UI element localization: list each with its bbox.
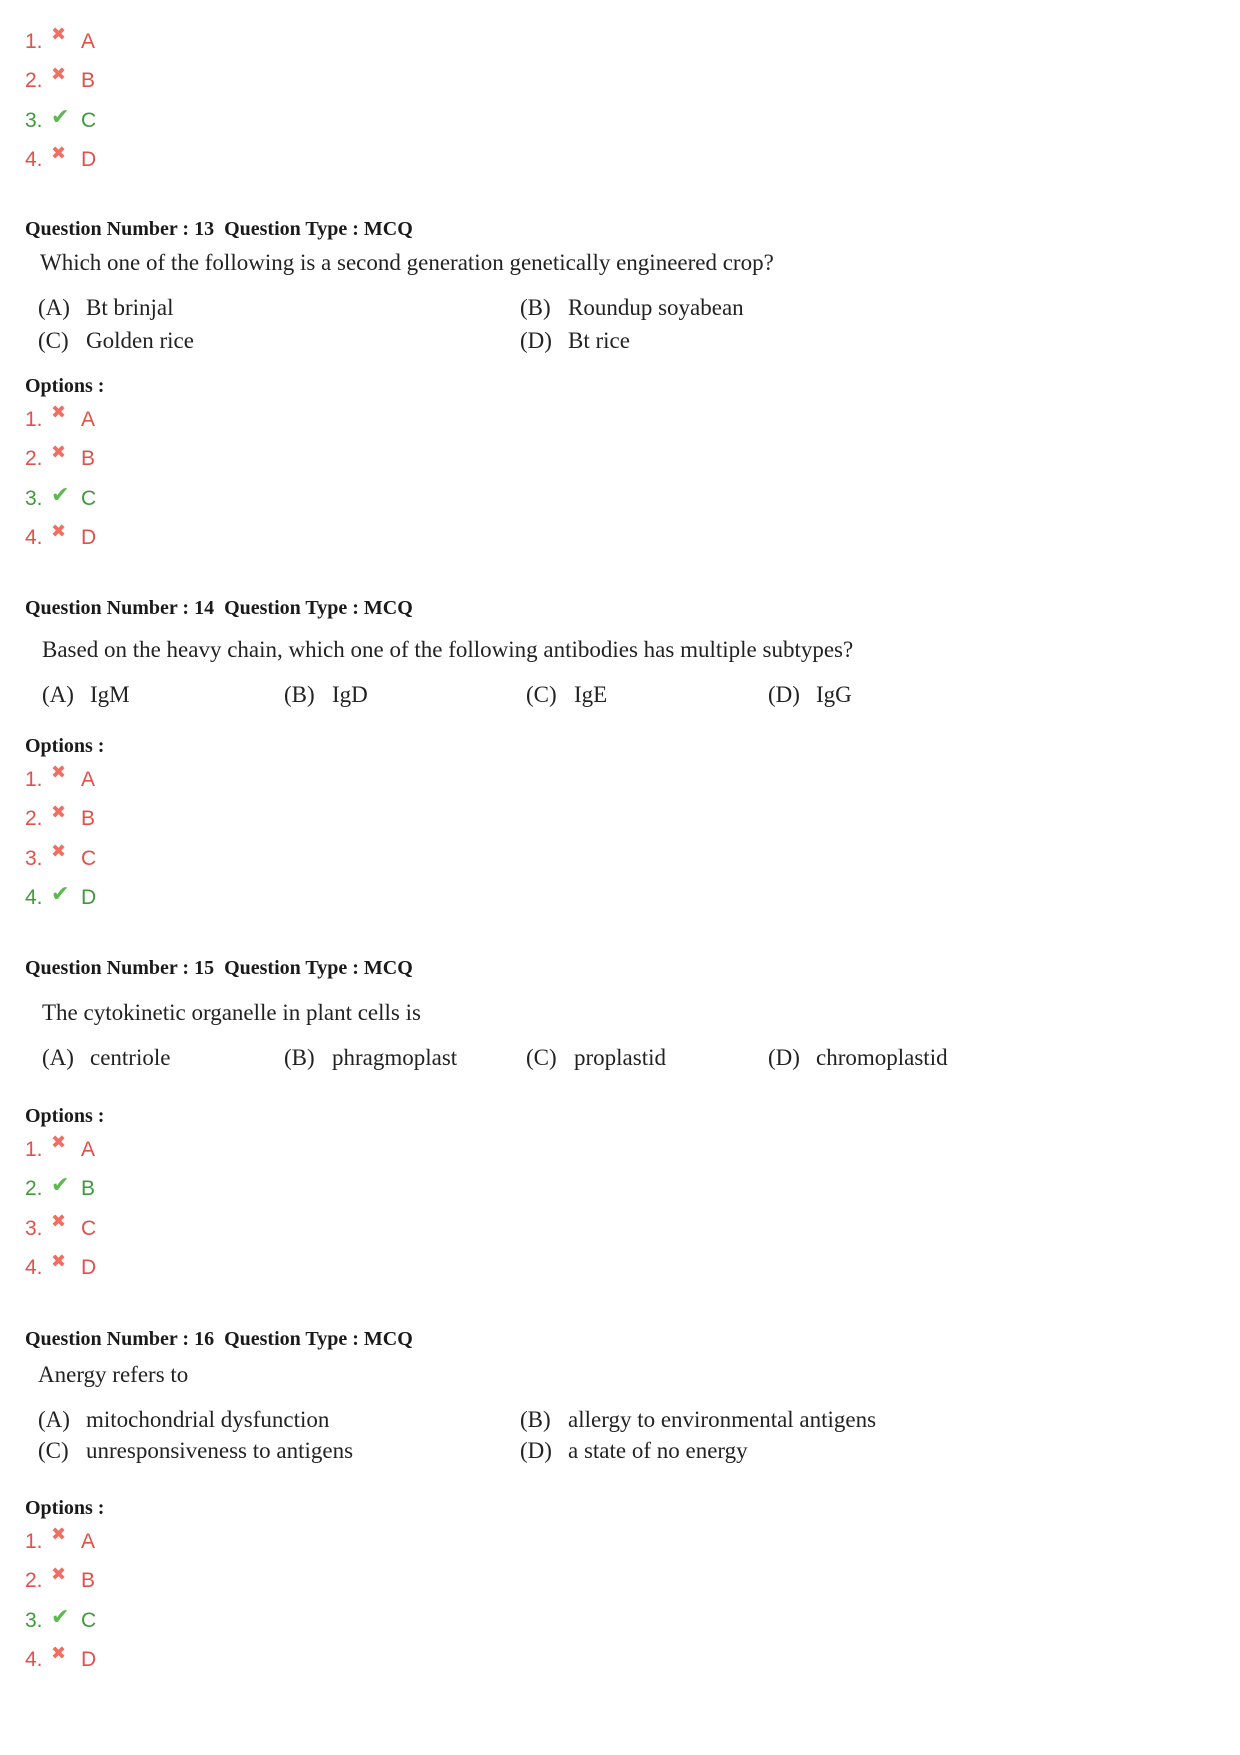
top-option-list [25,22,96,180]
option-row: 2. ✖ B [25,441,96,471]
option-list [25,400,96,558]
check-icon: ✔ [51,1172,70,1198]
choice-d: (D) a state of no energy [520,1438,748,1463]
check-icon: ✔ [51,881,70,907]
question-text: Based on the heavy chain, which one of the following antibodies has multiple subtypes? [42,637,854,662]
cross-icon: ✖ [51,441,67,462]
choice-a: (A) mitochondrial dysfunction [38,1407,330,1432]
option-row: 4. ✖ D [25,520,97,550]
option-row: 1. ✖ A [25,402,96,431]
cross-icon: ✖ [51,24,67,45]
cross-icon: ✖ [51,841,67,862]
cross-icon: ✖ [51,762,67,783]
cross-icon: ✖ [51,142,67,163]
option-row: 4. ✖ D [25,142,97,172]
choice-c: (C) proplastid [526,1045,666,1070]
cross-icon: ✖ [51,1250,67,1271]
choice-d: (D) IgG [768,682,852,707]
cross-icon: ✖ [51,402,67,423]
option-row: 2. ✖ B [25,63,96,93]
choice-d: (D) Bt rice [520,328,630,353]
choice-c: (C) Golden rice [38,328,194,353]
check-icon: ✔ [51,1603,70,1629]
options-label: Options : [25,375,105,397]
option-row: 3. ✖ C [25,1211,97,1240]
question-text: Which one of the following is a second generation genetically engineered crop? [40,250,774,275]
choice-b: (B) Roundup soyabean [520,295,744,320]
check-icon: ✔ [51,103,70,129]
option-row: 1. ✖ A [25,1524,96,1553]
cross-icon: ✖ [51,1642,67,1663]
option-row: 3. ✔ C [25,103,97,132]
option-row: 1. ✖ A [25,24,96,53]
option-list [25,1130,96,1288]
choice-b: (B) allergy to environmental antigens [520,1407,877,1432]
question-header: Question Number : 13 Question Type : MCQ [25,218,413,240]
cross-icon: ✖ [51,1563,67,1584]
question-text: Anergy refers to [38,1362,189,1387]
question-header: Question Number : 15 Question Type : MCQ [25,957,413,979]
option-row: 3. ✖ C [25,841,97,870]
choice-b: (B) IgD [284,682,368,707]
cross-icon: ✖ [51,63,67,84]
choice-a: (A) IgM [42,682,130,707]
choice-d: (D) chromoplastid [768,1045,948,1070]
option-row: 1. ✖ A [25,762,96,791]
option-row: 4. ✖ D [25,1642,97,1672]
cross-icon: ✖ [51,801,67,822]
check-icon: ✔ [51,481,70,507]
option-list [25,1522,96,1680]
option-list [25,760,96,918]
options-label: Options : [25,1497,105,1519]
option-row: 1. ✖ A [25,1132,96,1161]
question-text: The cytokinetic organelle in plant cells is [42,1000,421,1025]
options-label: Options : [25,1105,105,1127]
cross-icon: ✖ [51,1132,67,1153]
choice-b: (B) phragmoplast [284,1045,458,1070]
option-row: 4. ✔ D [25,881,97,910]
options-label: Options : [25,735,105,757]
option-row: 3. ✔ C [25,481,97,510]
choice-c: (C) IgE [526,682,608,707]
question-header: Question Number : 14 Question Type : MCQ [25,597,413,619]
option-row: 2. ✖ B [25,801,96,831]
question-header: Question Number : 16 Question Type : MCQ [25,1328,413,1350]
option-row: 2. ✔ B [25,1172,96,1201]
choice-c: (C) unresponsiveness to antigens [38,1438,354,1463]
option-row: 2. ✖ B [25,1563,96,1593]
choice-a: (A) centriole [42,1045,171,1070]
cross-icon: ✖ [51,1524,67,1545]
cross-icon: ✖ [51,1211,67,1232]
option-row: 4. ✖ D [25,1250,97,1280]
choice-a: (A) Bt brinjal [38,295,174,320]
option-row: 3. ✔ C [25,1603,97,1632]
cross-icon: ✖ [51,520,67,541]
